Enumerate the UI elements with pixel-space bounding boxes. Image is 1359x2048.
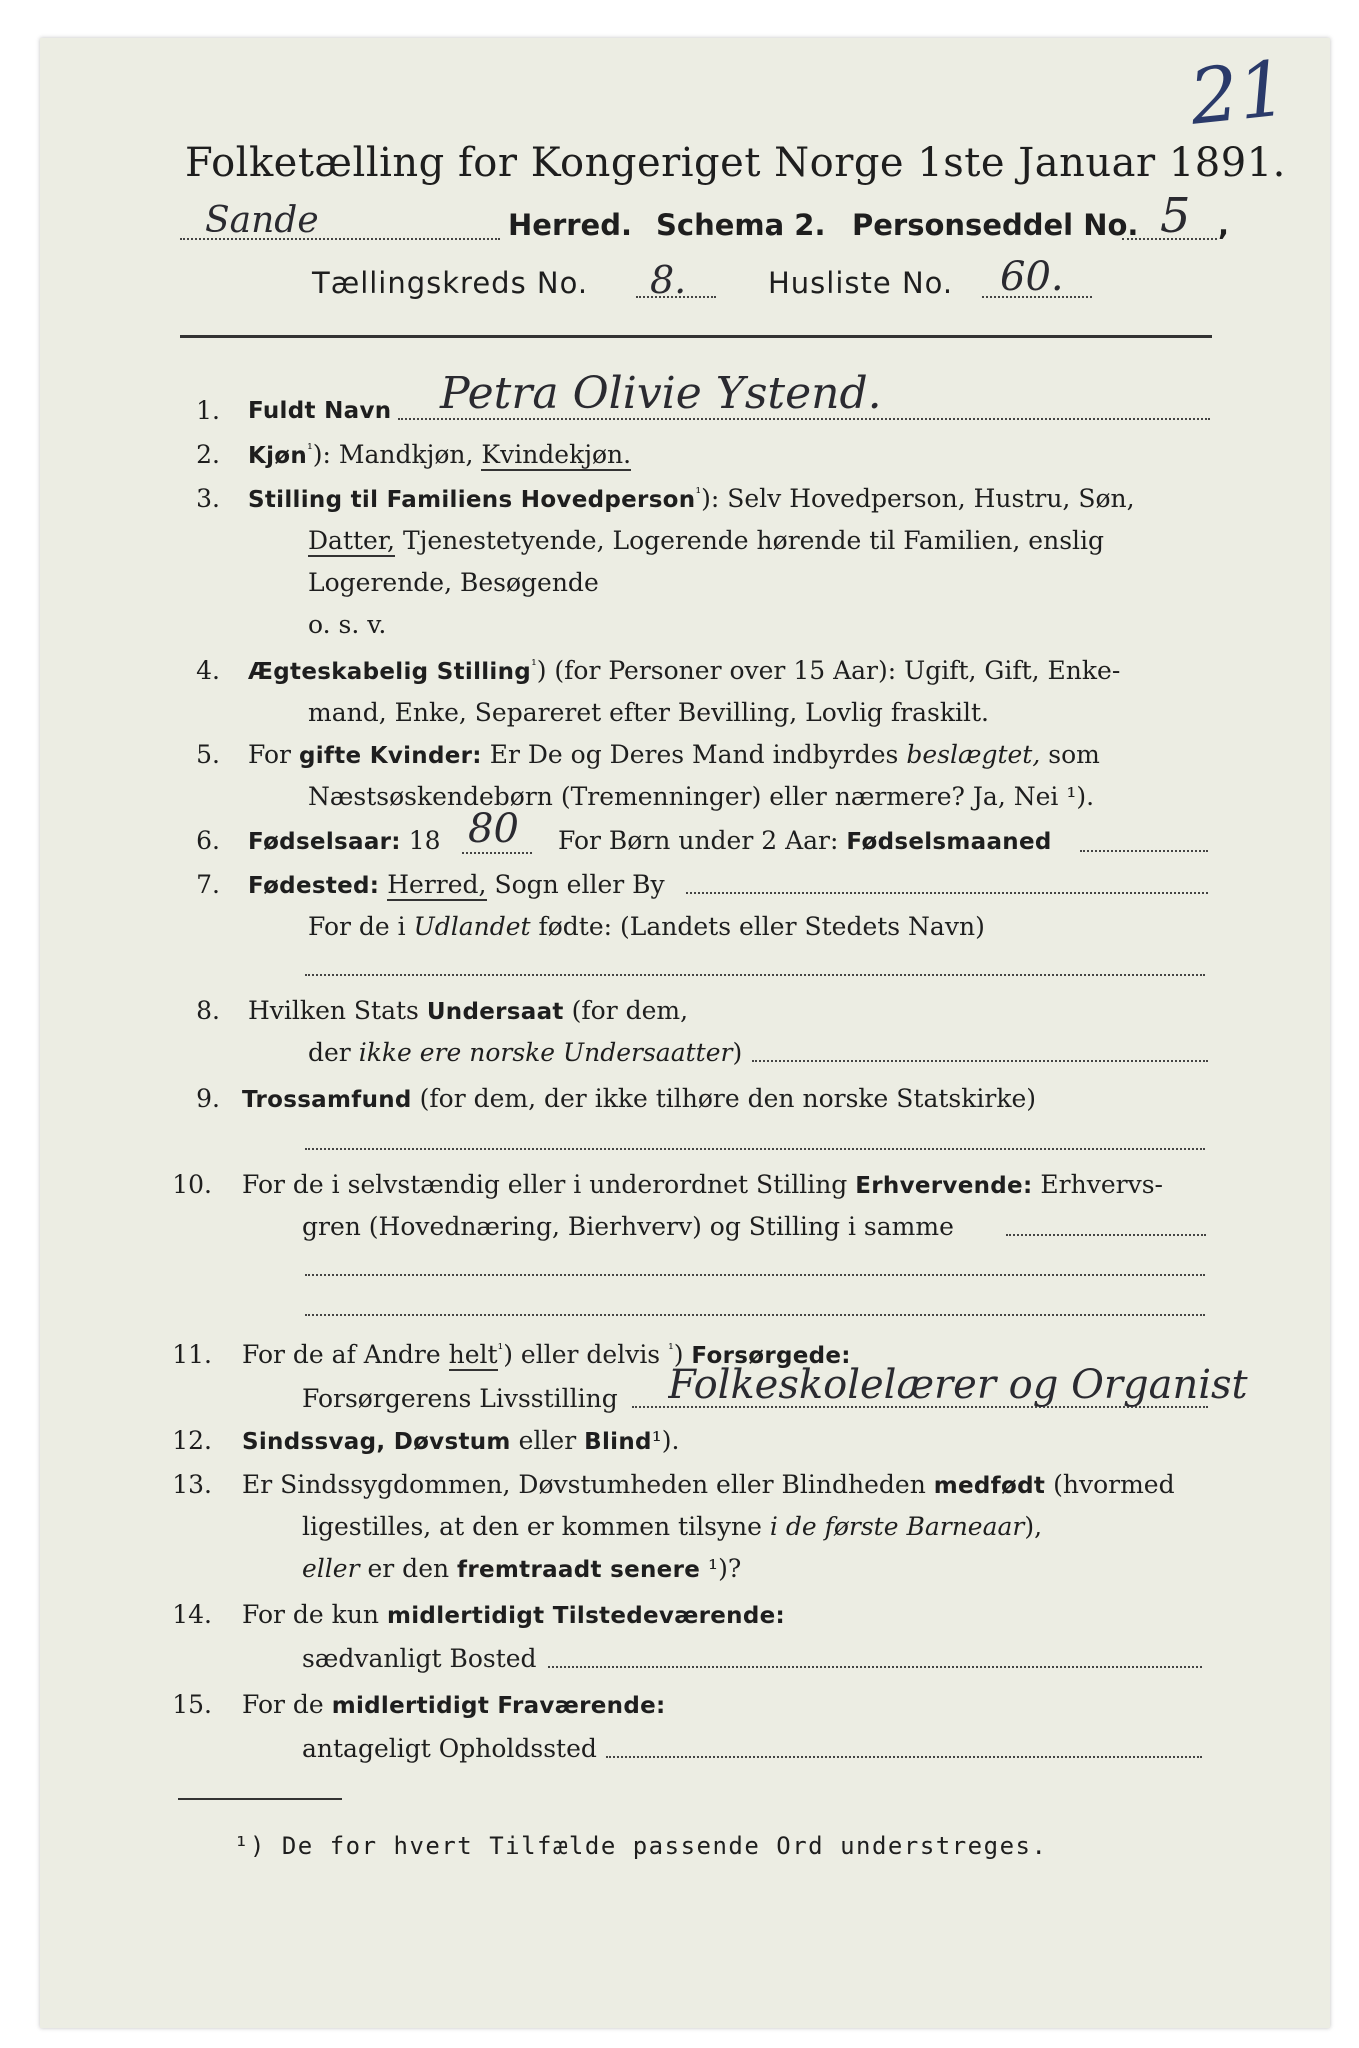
congenital-rest: (hvormed	[1045, 1470, 1175, 1499]
husliste-value: 60.	[1000, 254, 1064, 300]
family-position-line-2	[308, 526, 1104, 555]
item-number-5: 5.	[196, 740, 220, 769]
citizenship-rest: (for dem,	[563, 996, 689, 1025]
temporary-present-line-1	[242, 1600, 785, 1629]
birth-month-label: Fødselsmaaned	[846, 829, 1052, 855]
foreign-birthplace-dotted-line	[305, 974, 1205, 976]
congenital-line2-end: ),	[1024, 1512, 1043, 1541]
citizenship-pre: Hvilken Stats	[248, 996, 427, 1025]
supported-label: Forsørgede:	[691, 1343, 851, 1369]
full-name-value: Petra Olivie Ystend.	[440, 368, 882, 419]
gender-line	[248, 440, 631, 469]
religion-line	[242, 1084, 1036, 1113]
personseddel-value: 5	[1160, 188, 1191, 244]
taellingskreds-label: Tællingskreds No.	[312, 266, 589, 300]
birthplace-selected-herred: Herred,	[387, 870, 487, 899]
page-number-handwritten: 21	[1185, 43, 1292, 142]
occupation-line-1	[242, 1170, 1163, 1199]
family-position-line-3: Logerende, Besøgende	[308, 568, 599, 597]
family-position-selected-datter: Datter,	[308, 526, 395, 555]
citizenship-line-2	[308, 1038, 742, 1067]
item-number-9: 9.	[196, 1084, 220, 1113]
birthplace-line-2	[308, 912, 985, 941]
footnote-rule	[178, 1798, 342, 1800]
header-rule	[180, 335, 1212, 338]
citizenship-line2-italic: ikke ere norske Undersaatter	[358, 1038, 733, 1067]
footnote: ¹) De for hvert Tilfælde passende Ord understreges.	[234, 1832, 1048, 1860]
birth-year-prefix: 18	[400, 826, 441, 855]
herred-value: Sande	[205, 200, 319, 241]
family-position-options-2: Tjenestetyende, Logerende hørende til Familien, enslig	[395, 526, 1105, 555]
supporter-occupation-value: Folkeskolelærer og Organist	[668, 1362, 1248, 1408]
item-number-2: 2.	[196, 440, 220, 469]
item-number-14: 14.	[172, 1600, 212, 1629]
footnote-marker: ¹	[695, 485, 702, 502]
citizenship-line-1	[248, 996, 688, 1025]
religion-dotted-line	[305, 1148, 1205, 1150]
congenital-line2-italic: i de første Barneaar	[769, 1512, 1025, 1541]
birth-year-dotted-line	[462, 852, 532, 854]
married-women-italic: beslægtet,	[906, 740, 1041, 769]
personseddel-label: Personseddel No.	[852, 208, 1139, 242]
occupation-line-2: gren (Hovednæring, Bierhverv) og Stilling i samme	[302, 1212, 954, 1241]
supported-mid2: )	[673, 1340, 692, 1369]
occupation-rest: Erhvervs-	[1032, 1170, 1163, 1199]
family-position-options-1: ): Selv Hovedperson, Hustru, Søn,	[701, 484, 1135, 513]
footnote-marker: ¹	[668, 1341, 674, 1358]
item-number-8: 8.	[196, 996, 220, 1025]
congenital-line-3	[302, 1554, 741, 1583]
birthplace-dotted-line	[686, 892, 1208, 894]
occupation-pre: For de i selvstændig eller i underordnet Stilling	[242, 1170, 856, 1199]
supported-pre: For de af Andre	[242, 1340, 449, 1369]
married-women-label: gifte Kvinder:	[298, 743, 482, 769]
birth-month-text: For Børn under 2 Aar:	[558, 826, 847, 855]
item-number-1: 1.	[196, 396, 220, 425]
taellingskreds-value: 8.	[650, 258, 687, 302]
gender-options: ): Mandkjøn,	[312, 440, 482, 469]
full-name-label: Fuldt Navn	[248, 398, 392, 424]
birthplace-label: Fødested:	[248, 873, 380, 899]
birthplace-options: Sogn eller By	[486, 870, 665, 899]
item-number-12: 12.	[172, 1426, 212, 1455]
marital-status-label: Ægteskabelig Stilling	[248, 659, 532, 685]
disability-line	[242, 1426, 680, 1455]
foreign-born-rest: fødte: (Landets eller Stedets Navn)	[530, 912, 985, 941]
footnote-marker: ¹	[497, 1341, 504, 1358]
religion-label: Trossamfund	[242, 1087, 412, 1113]
birth-year-line	[248, 826, 441, 855]
footnote-marker: ¹	[531, 657, 537, 674]
married-women-line-2: Næstsøskendebørn (Tremenninger) eller nærmere? Ja, Nei ¹).	[308, 782, 1095, 811]
congenital-line3-label: fremtraadt senere	[457, 1557, 701, 1583]
disability-rest: ¹).	[651, 1426, 680, 1455]
family-position-line-4: o. s. v.	[308, 610, 387, 639]
family-position-label: Stilling til Familiens Hovedperson	[248, 487, 696, 513]
birth-month-dotted-line	[1080, 850, 1208, 852]
marital-status-line-2: mand, Enke, Separeret efter Bevilling, Lovlig fraskilt.	[308, 698, 989, 727]
item-number-6: 6.	[196, 826, 220, 855]
married-women-text: Er De og Deres Mand indbyrdes	[481, 740, 907, 769]
probable-location-label: antageligt Opholdssted	[302, 1734, 597, 1763]
congenital-line3-end: ¹)?	[700, 1554, 742, 1583]
congenital-line3-pre: er den	[359, 1554, 458, 1583]
gender-label: Kjøn	[248, 443, 308, 469]
supported-mid: ) eller delvis	[503, 1340, 669, 1369]
occupation-dotted-line-1	[1006, 1234, 1206, 1236]
item-number-13: 13.	[172, 1470, 212, 1499]
married-women-end: som	[1040, 740, 1100, 769]
citizenship-line2-end: )	[732, 1038, 743, 1067]
item-number-3: 3.	[196, 484, 220, 513]
item-number-15: 15.	[172, 1690, 212, 1719]
form-title: Folketælling for Kongeriget Norge 1ste Januar 1891.	[185, 140, 1286, 186]
disability-label: Sindssvag, Døvstum	[242, 1429, 511, 1455]
item-number-7: 7.	[196, 870, 220, 899]
disability-label-blind: Blind	[584, 1429, 652, 1455]
religion-rest: (for dem, der ikke tilhøre den norske Statskirke)	[411, 1084, 1037, 1113]
schema-label: Schema 2.	[656, 208, 826, 242]
birthplace-line-1	[248, 870, 665, 899]
temporary-absent-label: midlertidigt Fraværende:	[331, 1693, 666, 1719]
birth-month-line	[558, 826, 1052, 855]
husliste-label: Husliste No.	[768, 266, 954, 300]
footnote-marker: ¹	[307, 441, 313, 458]
supported-selected-helt: helt	[448, 1340, 498, 1369]
temporary-present-pre: For de kun	[242, 1600, 387, 1629]
item-number-4: 4.	[196, 656, 220, 685]
birth-year-label: Fødselsaar:	[248, 829, 401, 855]
congenital-line-1	[242, 1470, 1175, 1499]
marital-status-line-1	[248, 656, 1120, 685]
usual-residence-dotted-line	[548, 1666, 1202, 1668]
usual-residence-label: sædvanligt Bosted	[302, 1644, 537, 1673]
family-position-line-1	[248, 484, 1135, 513]
disability-mid: eller	[510, 1426, 585, 1455]
probable-location-dotted-line	[606, 1756, 1202, 1758]
marital-status-options-1: ) (for Personer over 15 Aar): Ugift, Gift, Enke-	[536, 656, 1121, 685]
married-women-pre: For	[248, 740, 299, 769]
congenital-pre: Er Sindssygdommen, Døvstumheden eller Blindheden	[242, 1470, 934, 1499]
temporary-absent-line-1	[242, 1690, 666, 1719]
gender-selected-kvindekjon: Kvindekjøn.	[481, 440, 632, 469]
married-women-line-1	[248, 740, 1100, 769]
foreign-born-pre: For de i	[308, 912, 414, 941]
congenital-line3-italic: eller	[302, 1554, 360, 1583]
citizenship-label: Undersaat	[426, 999, 564, 1025]
temporary-absent-pre: For de	[242, 1690, 332, 1719]
birth-year-value: 80	[468, 806, 519, 852]
citizenship-dotted-line	[752, 1060, 1208, 1062]
item-number-10: 10.	[172, 1170, 212, 1199]
occupation-dotted-line-2	[305, 1274, 1205, 1276]
item-number-11: 11.	[172, 1340, 212, 1369]
herred-label: Herred.	[508, 208, 632, 242]
congenital-label: medfødt	[933, 1473, 1046, 1499]
supporter-occupation-label: Forsørgerens Livsstilling	[302, 1384, 618, 1413]
temporary-present-label: midlertidigt Tilstedeværende:	[386, 1603, 785, 1629]
occupation-dotted-line-3	[305, 1314, 1205, 1316]
citizenship-line2-pre: der	[308, 1038, 359, 1067]
foreign-born-italic: Udlandet	[413, 912, 531, 941]
congenital-line-2	[302, 1512, 1042, 1541]
congenital-line2-pre: ligestilles, at den er kommen tilsyne	[302, 1512, 770, 1541]
occupation-label: Erhvervende:	[855, 1173, 1033, 1199]
header-comma: ,	[1218, 208, 1230, 242]
